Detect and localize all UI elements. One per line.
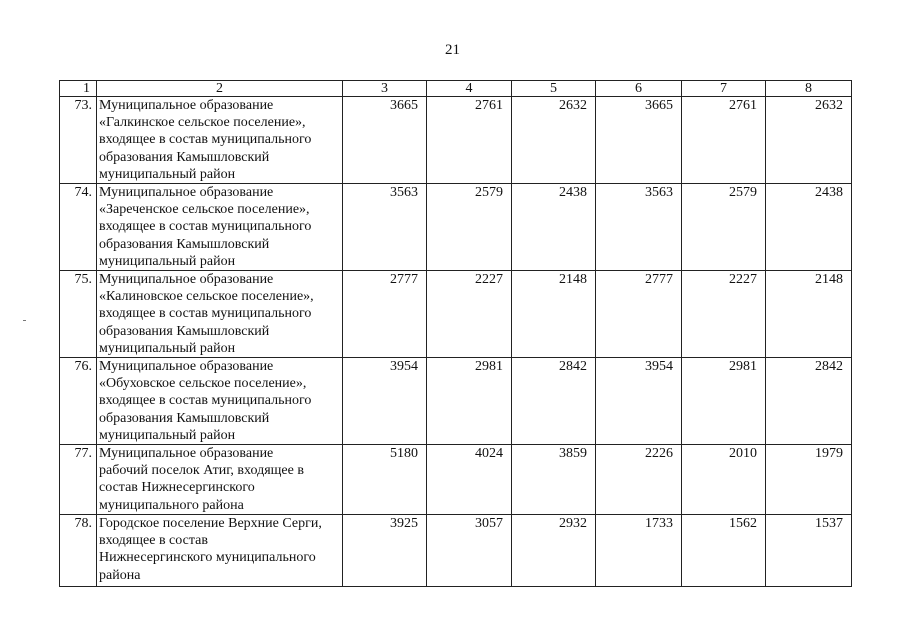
value-cell: 3665 [343,97,427,184]
value-cell: 3859 [512,445,596,515]
municipality-name-line: входящее в состав муниципального [99,132,312,148]
value-cell: 3954 [343,358,427,445]
municipality-name-line: муниципальный район [99,253,236,269]
value-cell: 2632 [512,97,596,184]
value-cell: 1537 [766,515,852,587]
value-cell: 2438 [766,184,852,271]
value-cell: 5180 [343,445,427,515]
value-cell: 3057 [427,515,512,587]
row-number: 75. [60,271,97,358]
value-cell: 2226 [596,445,682,515]
municipality-name-line: Муниципальное образование [99,98,274,113]
municipality-name-line: рабочий поселок Атиг, входящее в [99,463,304,479]
value-cell: 2777 [343,271,427,358]
data-table [59,80,852,587]
row-number: 73. [60,97,97,184]
municipality-name-line: Муниципальное образование [99,272,274,288]
municipality-name-line: образования Камышловский [99,236,270,252]
header-cell: 5 [512,81,596,97]
table-row [60,358,852,445]
table-row [60,515,852,587]
municipality-name-line: Муниципальное образование [99,446,274,462]
value-cell: 2227 [682,271,766,358]
value-cell: 2148 [512,271,596,358]
value-cell: 2981 [427,358,512,445]
value-cell: 3563 [596,184,682,271]
municipality-name-line: входящее в состав [99,533,208,549]
municipality-name-line: «Обуховское сельское поселение», [99,376,307,392]
scan-artifact [23,320,26,321]
value-cell: 1979 [766,445,852,515]
value-cell: 2932 [512,515,596,587]
municipality-name-line: Муниципальное образование [99,359,274,375]
municipality-name [97,515,343,587]
header-cell: 4 [427,81,512,97]
municipality-name [97,271,343,358]
page-number: 21 [445,42,460,58]
value-cell: 3665 [596,97,682,184]
value-cell: 1733 [596,515,682,587]
value-cell: 3925 [343,515,427,587]
municipality-name-line: Городское поселение Верхние Серги, [99,516,322,532]
value-cell: 2579 [682,184,766,271]
header-cell: 6 [596,81,682,97]
table-row [60,184,852,271]
municipality-name-line: Муниципальное образование [99,185,274,201]
value-cell: 2438 [512,184,596,271]
header-cell: 3 [343,81,427,97]
table-row [60,271,852,358]
value-cell: 3563 [343,184,427,271]
municipality-name [97,358,343,445]
value-cell: 4024 [427,445,512,515]
value-cell: 2981 [682,358,766,445]
municipality-name-line: муниципального района [99,497,244,513]
municipality-name-line: образования Камышловский [99,323,270,339]
table-row [60,445,852,515]
value-cell: 2632 [766,97,852,184]
municipality-name-line: входящее в состав муниципального [99,306,312,322]
value-cell: 2148 [766,271,852,358]
table-row [60,97,852,184]
value-cell: 3954 [596,358,682,445]
value-cell: 2842 [766,358,852,445]
value-cell: 1562 [682,515,766,587]
municipality-name [97,97,343,184]
municipality-name [97,184,343,271]
row-number: 77. [60,445,97,515]
value-cell: 2227 [427,271,512,358]
header-cell: 2 [97,81,343,97]
municipality-name-line: «Зареченское сельское поселение», [99,202,310,218]
value-cell: 2761 [682,97,766,184]
municipality-name-line: Нижнесергинского муниципального [99,550,316,566]
municipality-name-line: муниципальный район [99,340,236,356]
row-number: 78. [60,515,97,587]
row-number: 76. [60,358,97,445]
value-cell: 2761 [427,97,512,184]
municipality-name-line: муниципальный район [99,166,236,182]
municipality-name-line: образования Камышловский [99,149,270,165]
municipality-name-line: муниципальный район [99,427,236,443]
municipality-name-line: «Калиновское сельское поселение», [99,289,314,305]
municipality-name-line: образования Камышловский [99,410,270,426]
header-cell: 1 [60,81,97,97]
header-cell: 7 [682,81,766,97]
table-header-row [60,81,852,97]
municipality-name [97,445,343,515]
header-cell: 8 [766,81,852,97]
value-cell: 2842 [512,358,596,445]
municipality-name-line: района [99,567,141,583]
value-cell: 2777 [596,271,682,358]
value-cell: 2579 [427,184,512,271]
municipality-name-line: состав Нижнесергинского [99,480,255,496]
value-cell: 2010 [682,445,766,515]
municipality-name-line: входящее в состав муниципального [99,219,312,235]
municipality-name-line: «Галкинское сельское поселение», [99,115,306,131]
row-number: 74. [60,184,97,271]
municipality-name-line: входящее в состав муниципального [99,393,312,409]
